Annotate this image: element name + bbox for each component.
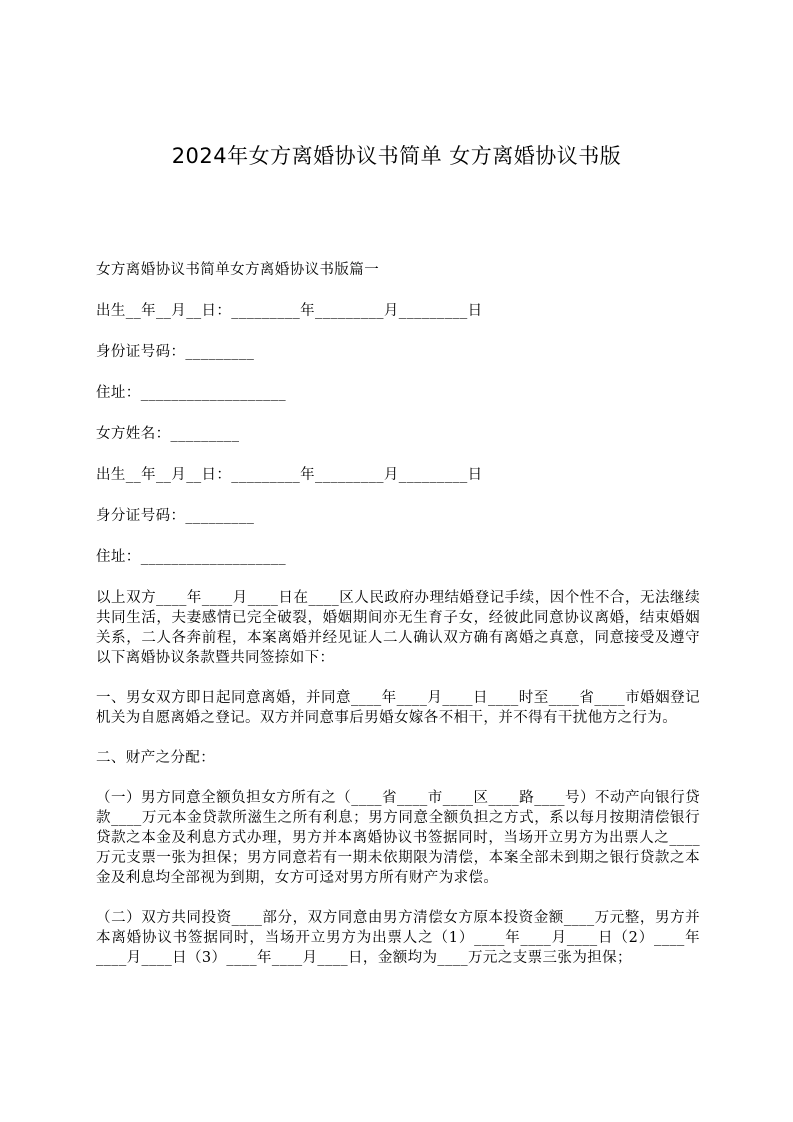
address-line: 住址：___________________ bbox=[96, 385, 287, 401]
section-heading: 女方离婚协议书简单女方离婚协议书版篇一 bbox=[96, 262, 380, 278]
id-number-line: 身分证号码：_________ bbox=[96, 508, 255, 524]
clause-2-1-paragraph: （一）男方同意全额负担女方所有之（____省____市____区____路____号）不动产向银行贷款____万元本金贷款所滋生之所有利息；男方同意全额负担之方式，系以每月按期清偿银行贷款之本金及利息方式办理，男方并本离婚协议书签据同时，当场开立男方为出票人之____万元支票一张为担保；男方同意若有一期未依期限为清偿，本案全部未到期之银行贷款之本金及利息均全部视为到期，女方可迳对男方所有财产为求偿。 bbox=[96, 790, 700, 886]
clause-1-paragraph: 一、男女双方即日起同意离婚，并同意____年____月____日____时至____省____市婚姻登记机关为自愿离婚之登记。双方并同意事后男婚女嫁各不相干，并不得有干扰他方之行为。 bbox=[96, 690, 700, 726]
document-body bbox=[96, 260, 700, 988]
clause-2-heading: 二、财产之分配： bbox=[96, 750, 216, 766]
clause-2-2-paragraph: （二）双方共同投资____部分，双方同意由男方清偿女方原本投资金额____万元整，男方并本离婚协议书签据同时，当场开立男方为出票人之（1）____年____月____日（2）____年____月____日（3）____年____月____日，金额均为____万元之支票三张为担保； bbox=[96, 910, 700, 966]
birth-date-line: 出生__年__月__日：_________年_________月_________日 bbox=[96, 303, 483, 319]
address-line: 住址：___________________ bbox=[96, 549, 287, 565]
document-title: 2024年女方离婚协议书简单 女方离婚协议书版 bbox=[171, 144, 622, 168]
id-number-line: 身份证号码：_________ bbox=[96, 344, 255, 360]
female-name-line: 女方姓名：_________ bbox=[96, 426, 240, 442]
birth-date-line: 出生__年__月__日：_________年_________月_________日 bbox=[96, 467, 483, 483]
intro-paragraph: 以上双方____年____月____日在____区人民政府办理结婚登记手续，因个性不合，无法继续共同生活，夫妻感情已完全破裂，婚姻期间亦无生育子女，经彼此同意协议离婚，结束婚姻关系，二人各奔前程，本案离婚并经见证人二人确认双方确有离婚之真意，同意接受及遵守以下离婚协议条款暨共同签捺如下： bbox=[96, 590, 700, 666]
